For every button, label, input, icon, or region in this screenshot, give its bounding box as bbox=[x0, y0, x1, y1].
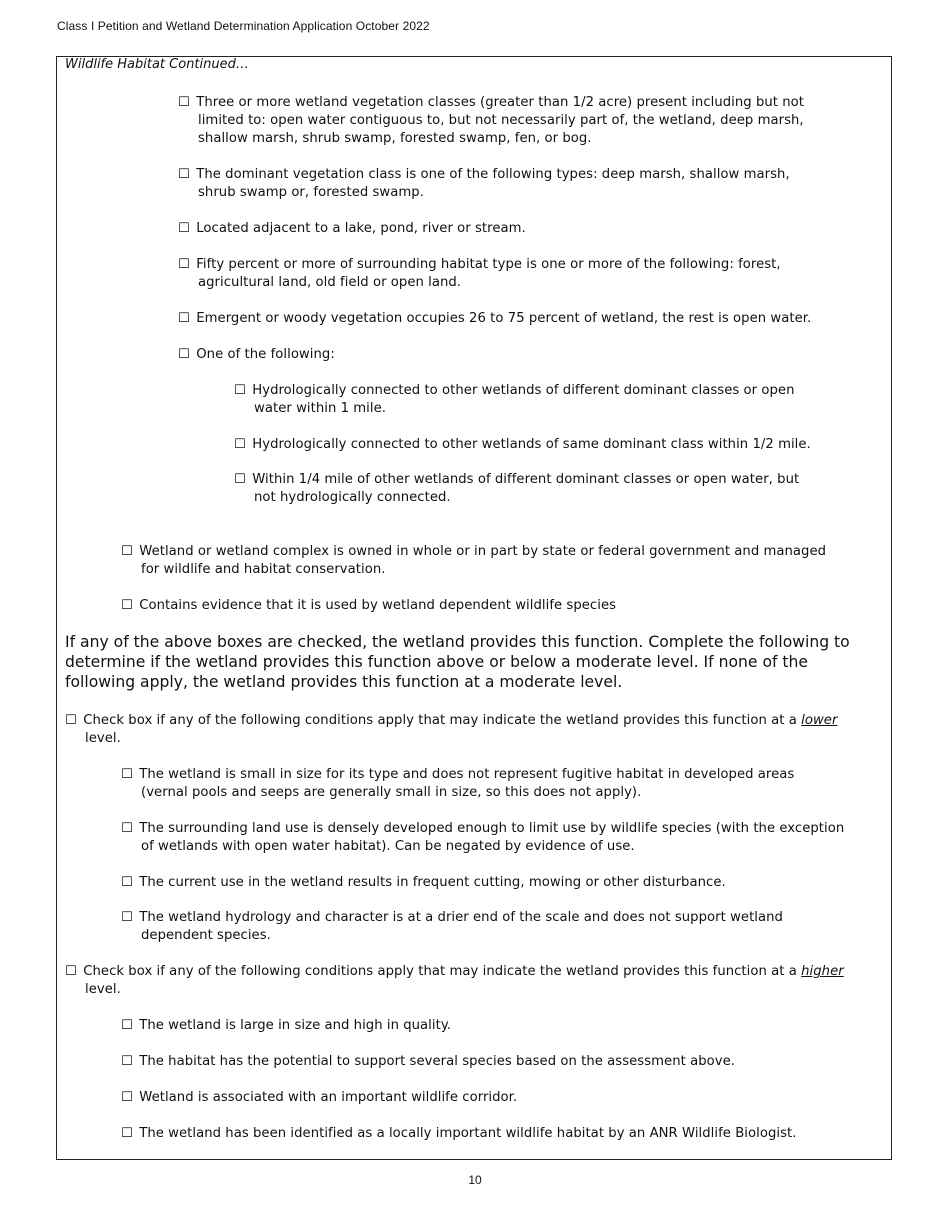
checkbox-item[interactable]: ☐ The habitat has the potential to support several species based on the assessment above. bbox=[121, 1054, 735, 1069]
checkbox-item[interactable]: ☐ The wetland is large in size and high in quality. bbox=[121, 1018, 452, 1033]
checkbox-icon[interactable]: ☐ bbox=[121, 1126, 133, 1141]
page-number: 10 bbox=[468, 1173, 482, 1187]
checkbox-subitem[interactable]: ☐ Hydrologically connected to other wetlands of different dominant classes or open water within 1 mile. bbox=[234, 383, 795, 416]
checkbox-icon[interactable]: ☐ bbox=[121, 1054, 133, 1069]
checkbox-icon[interactable]: ☐ bbox=[234, 383, 246, 398]
checkbox-icon[interactable]: ☐ bbox=[121, 910, 133, 925]
checkbox-item[interactable]: ☐ The dominant vegetation class is one of the following types: deep marsh, shallow marsh, shrub swamp or, forested swamp. bbox=[178, 167, 790, 200]
checkbox-item[interactable]: ☐ One of the following: bbox=[178, 347, 335, 362]
checkbox-item[interactable]: ☐ The wetland has been identified as a locally important wildlife habitat by an ANR Wildlife Biologist. bbox=[121, 1126, 797, 1141]
checkbox-item[interactable]: ☐ Contains evidence that it is used by wetland dependent wildlife species bbox=[121, 598, 617, 613]
checkbox-icon[interactable]: ☐ bbox=[65, 964, 77, 979]
section-title: Wildlife Habitat Continued… bbox=[65, 57, 249, 72]
content-frame bbox=[56, 56, 892, 1160]
checkbox-icon[interactable]: ☐ bbox=[121, 767, 133, 782]
checkbox-item[interactable]: ☐ Three or more wetland vegetation classes (greater than 1/2 acre) present including but not limited to: open water contiguous to, but not necessarily part of, the wetland, deep marsh, shallow marsh, shrub swamp, forested swamp, fen, or bog. bbox=[178, 95, 804, 146]
checkbox-subitem[interactable]: ☐ Hydrologically connected to other wetlands of same dominant class within 1/2 mile. bbox=[234, 437, 811, 452]
checkbox-subitem[interactable]: ☐ Within 1/4 mile of other wetlands of different dominant classes or open water, but not hydrologically connected. bbox=[234, 472, 800, 505]
page-header: Class I Petition and Wetland Determination Application October 2022 bbox=[57, 19, 430, 33]
checkbox-icon[interactable]: ☐ bbox=[178, 311, 190, 326]
checkbox-icon[interactable]: ☐ bbox=[234, 437, 246, 452]
checkbox-icon[interactable]: ☐ bbox=[121, 1090, 133, 1105]
lower-emphasis: lower bbox=[801, 713, 838, 728]
higher-level-checkbox[interactable]: ☐ Check box if any of the following conditions apply that may indicate the wetland provides this function at a higher level. bbox=[65, 964, 844, 997]
higher-emphasis: higher bbox=[801, 964, 844, 979]
checkbox-item[interactable]: ☐ The wetland hydrology and character is at a drier end of the scale and does not support wetland dependent species. bbox=[121, 910, 783, 943]
checkbox-item[interactable]: ☐ The wetland is small in size for its type and does not represent fugitive habitat in developed areas (vernal pools and seeps are generally small in size, so this does not apply). bbox=[121, 767, 795, 800]
checkbox-item[interactable]: ☐ Wetland is associated with an important wildlife corridor. bbox=[121, 1090, 518, 1105]
checkbox-item[interactable]: ☐ Wetland or wetland complex is owned in whole or in part by state or federal government and managed for wildlife and habitat conservation. bbox=[121, 544, 827, 577]
checkbox-item[interactable]: ☐ Emergent or woody vegetation occupies 26 to 75 percent of wetland, the rest is open water. bbox=[178, 311, 812, 326]
checkbox-icon[interactable]: ☐ bbox=[234, 472, 246, 487]
checkbox-icon[interactable]: ☐ bbox=[121, 875, 133, 890]
checkbox-icon[interactable]: ☐ bbox=[121, 1018, 133, 1033]
checkbox-icon[interactable]: ☐ bbox=[65, 713, 77, 728]
checkbox-icon[interactable]: ☐ bbox=[178, 167, 190, 182]
checkbox-icon[interactable]: ☐ bbox=[178, 347, 190, 362]
checkbox-item[interactable]: ☐ Located adjacent to a lake, pond, river or stream. bbox=[178, 221, 526, 236]
checkbox-icon[interactable]: ☐ bbox=[121, 598, 133, 613]
checkbox-icon[interactable]: ☐ bbox=[178, 257, 190, 272]
checkbox-item[interactable]: ☐ The current use in the wetland results in frequent cutting, mowing or other disturbance. bbox=[121, 875, 726, 890]
instruction-paragraph: If any of the above boxes are checked, the wetland provides this function. Complete the following to determine if the wetland provides this function above or below a moderate level. If none of the following apply, the wetland provides this function at a moderate level. bbox=[65, 633, 850, 691]
checkbox-item[interactable]: ☐ The surrounding land use is densely developed enough to limit use by wildlife species (with the exception of wetlands with open water habitat). Can be negated by evidence of use. bbox=[121, 821, 845, 854]
checkbox-icon[interactable]: ☐ bbox=[178, 95, 190, 110]
lower-level-checkbox[interactable]: ☐ Check box if any of the following conditions apply that may indicate the wetland provides this function at a lower level. bbox=[65, 713, 838, 746]
checkbox-icon[interactable]: ☐ bbox=[121, 544, 133, 559]
checkbox-icon[interactable]: ☐ bbox=[178, 221, 190, 236]
checkbox-icon[interactable]: ☐ bbox=[121, 821, 133, 836]
checkbox-item[interactable]: ☐ Fifty percent or more of surrounding habitat type is one or more of the following: forest, agricultural land, old field or open land. bbox=[178, 257, 781, 290]
